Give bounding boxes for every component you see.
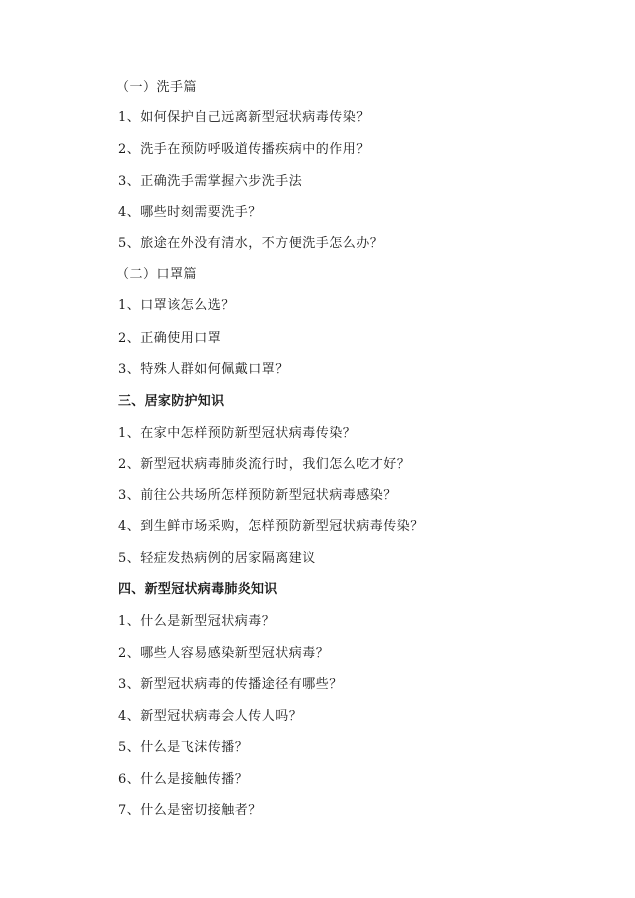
section-heading-pneumonia-knowledge: 四、新型冠状病毒肺炎知识 — [118, 582, 278, 597]
list-item: 1、在家中怎样预防新型冠状病毒传染？ — [118, 426, 357, 441]
list-item: 5、轻症发热病例的居家隔离建议 — [118, 551, 316, 566]
list-item: 2、新型冠状病毒肺炎流行时，我们怎么吃才好？ — [118, 457, 411, 472]
section-title-mask: （二）口罩篇 — [116, 267, 198, 282]
list-item: 1、如何保护自己远离新型冠状病毒传染？ — [118, 110, 370, 125]
list-item: 7、什么是密切接触者？ — [118, 803, 262, 818]
list-item: 3、特殊人群如何佩戴口罩？ — [118, 362, 289, 377]
section-title-handwashing: （一）洗手篇 — [116, 80, 198, 95]
list-item: 6、什么是接触传播？ — [118, 772, 249, 787]
list-item: 3、新型冠状病毒的传播途径有哪些？ — [118, 677, 343, 692]
list-item: 4、新型冠状病毒会人传人吗？ — [118, 709, 303, 724]
list-item: 2、洗手在预防呼吸道传播疾病中的作用？ — [118, 142, 370, 157]
list-item: 5、什么是飞沫传播？ — [118, 740, 249, 755]
list-item: 1、什么是新型冠状病毒？ — [118, 614, 276, 629]
list-item: 5、旅途在外没有清水，不方便洗手怎么办？ — [118, 236, 384, 251]
section-heading-home-protection: 三、居家防护知识 — [118, 394, 225, 409]
list-item: 1、口罩该怎么选？ — [118, 298, 235, 313]
list-item: 4、到生鲜市场采购，怎样预防新型冠状病毒传染？ — [118, 519, 424, 534]
list-item: 4、哪些时刻需要洗手？ — [118, 205, 262, 220]
list-item: 2、正确使用口罩 — [118, 331, 222, 346]
list-item: 3、正确洗手需掌握六步洗手法 — [118, 174, 303, 189]
list-item: 3、前往公共场所怎样预防新型冠状病毒感染？ — [118, 488, 397, 503]
list-item: 2、哪些人容易感染新型冠状病毒？ — [118, 646, 330, 661]
